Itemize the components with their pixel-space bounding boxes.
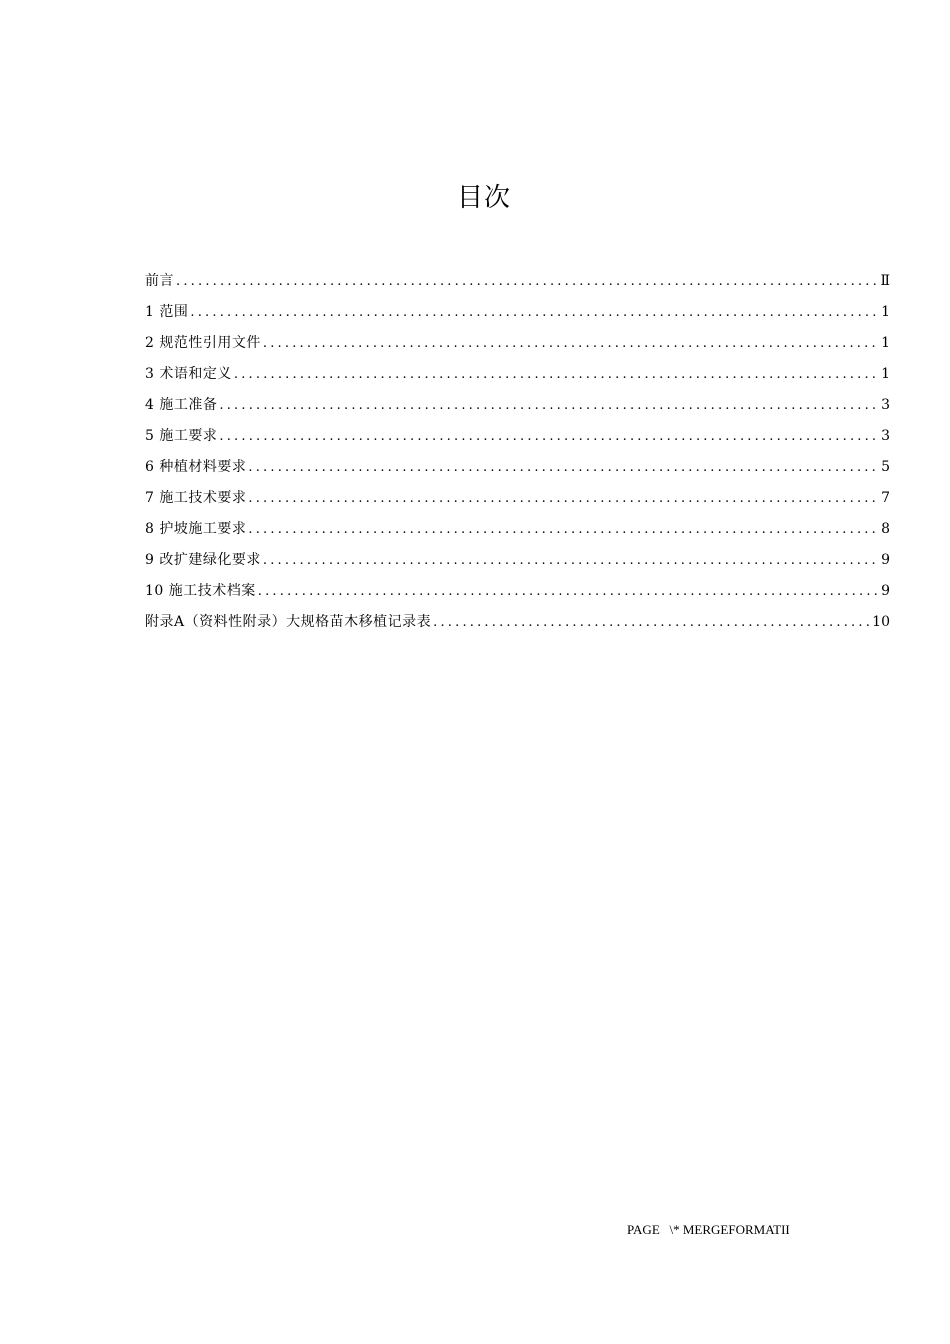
toc-entry-label: 9 改扩建绿化要求 xyxy=(145,552,261,568)
toc-dot-leader xyxy=(248,514,879,545)
toc-entry-technical-archives[interactable] xyxy=(145,576,890,607)
toc-entry-normative-references[interactable] xyxy=(145,328,890,359)
toc-entry-page: 8 xyxy=(881,521,890,537)
toc-dot-leader xyxy=(263,545,879,576)
toc-entry-label: 5 施工要求 xyxy=(145,428,218,444)
toc-entry-scope[interactable] xyxy=(145,297,890,328)
toc-entry-construction-preparation[interactable] xyxy=(145,390,890,421)
toc-entry-page: 9 xyxy=(881,583,890,599)
toc-entry-technical-requirements[interactable] xyxy=(145,483,890,514)
toc-entry-page: 3 xyxy=(881,428,890,444)
toc-entry-page: 1 xyxy=(881,304,890,320)
page-title: 目次 xyxy=(456,183,511,213)
toc-entry-construction-requirements[interactable] xyxy=(145,421,890,452)
toc-entry-label: 前言 xyxy=(145,273,174,289)
toc-entry-page: 1 xyxy=(881,335,890,351)
toc-entry-label: 6 种植材料要求 xyxy=(145,459,247,475)
toc-entry-page: 7 xyxy=(881,490,890,506)
toc-dot-leader xyxy=(433,607,870,638)
toc-entry-label: 3 术语和定义 xyxy=(145,366,232,382)
toc-entry-label: 2 规范性引用文件 xyxy=(145,335,261,351)
toc-entry-label: 8 护坡施工要求 xyxy=(145,521,247,537)
toc-entry-page: 1 xyxy=(881,366,890,382)
toc-entry-page: 9 xyxy=(881,552,890,568)
toc-entry-label: 4 施工准备 xyxy=(145,397,218,413)
toc-entry-preface[interactable] xyxy=(145,266,890,297)
toc-entry-planting-materials[interactable] xyxy=(145,452,890,483)
toc-dot-leader xyxy=(248,452,879,483)
toc-dot-leader xyxy=(190,297,879,328)
toc-dot-leader xyxy=(176,266,878,297)
toc-dot-leader xyxy=(234,359,879,390)
toc-dot-leader xyxy=(219,390,879,421)
toc-entry-label: 1 范围 xyxy=(145,304,189,320)
toc-entry-page: Ⅱ xyxy=(880,273,890,289)
toc-entry-page: 3 xyxy=(881,397,890,413)
toc-entry-terms-definitions[interactable] xyxy=(145,359,890,390)
toc-entry-label: 10 施工技术档案 xyxy=(145,583,256,599)
toc-dot-leader xyxy=(219,421,879,452)
toc-entry-slope-protection[interactable] xyxy=(145,514,890,545)
toc-entry-appendix-a[interactable] xyxy=(145,607,890,638)
toc-dot-leader xyxy=(248,483,879,514)
toc-entry-page: 10 xyxy=(872,614,890,630)
page-number-field: PAGE \* MERGEFORMATII xyxy=(627,1222,790,1237)
toc-entry-renovation-greening[interactable] xyxy=(145,545,890,576)
table-of-contents xyxy=(145,266,890,638)
toc-entry-label: 7 施工技术要求 xyxy=(145,490,247,506)
toc-entry-page: 5 xyxy=(881,459,890,475)
toc-dot-leader xyxy=(258,576,879,607)
toc-dot-leader xyxy=(263,328,879,359)
toc-entry-label: 附录A（资料性附录）大规格苗木移植记录表 xyxy=(145,614,432,630)
